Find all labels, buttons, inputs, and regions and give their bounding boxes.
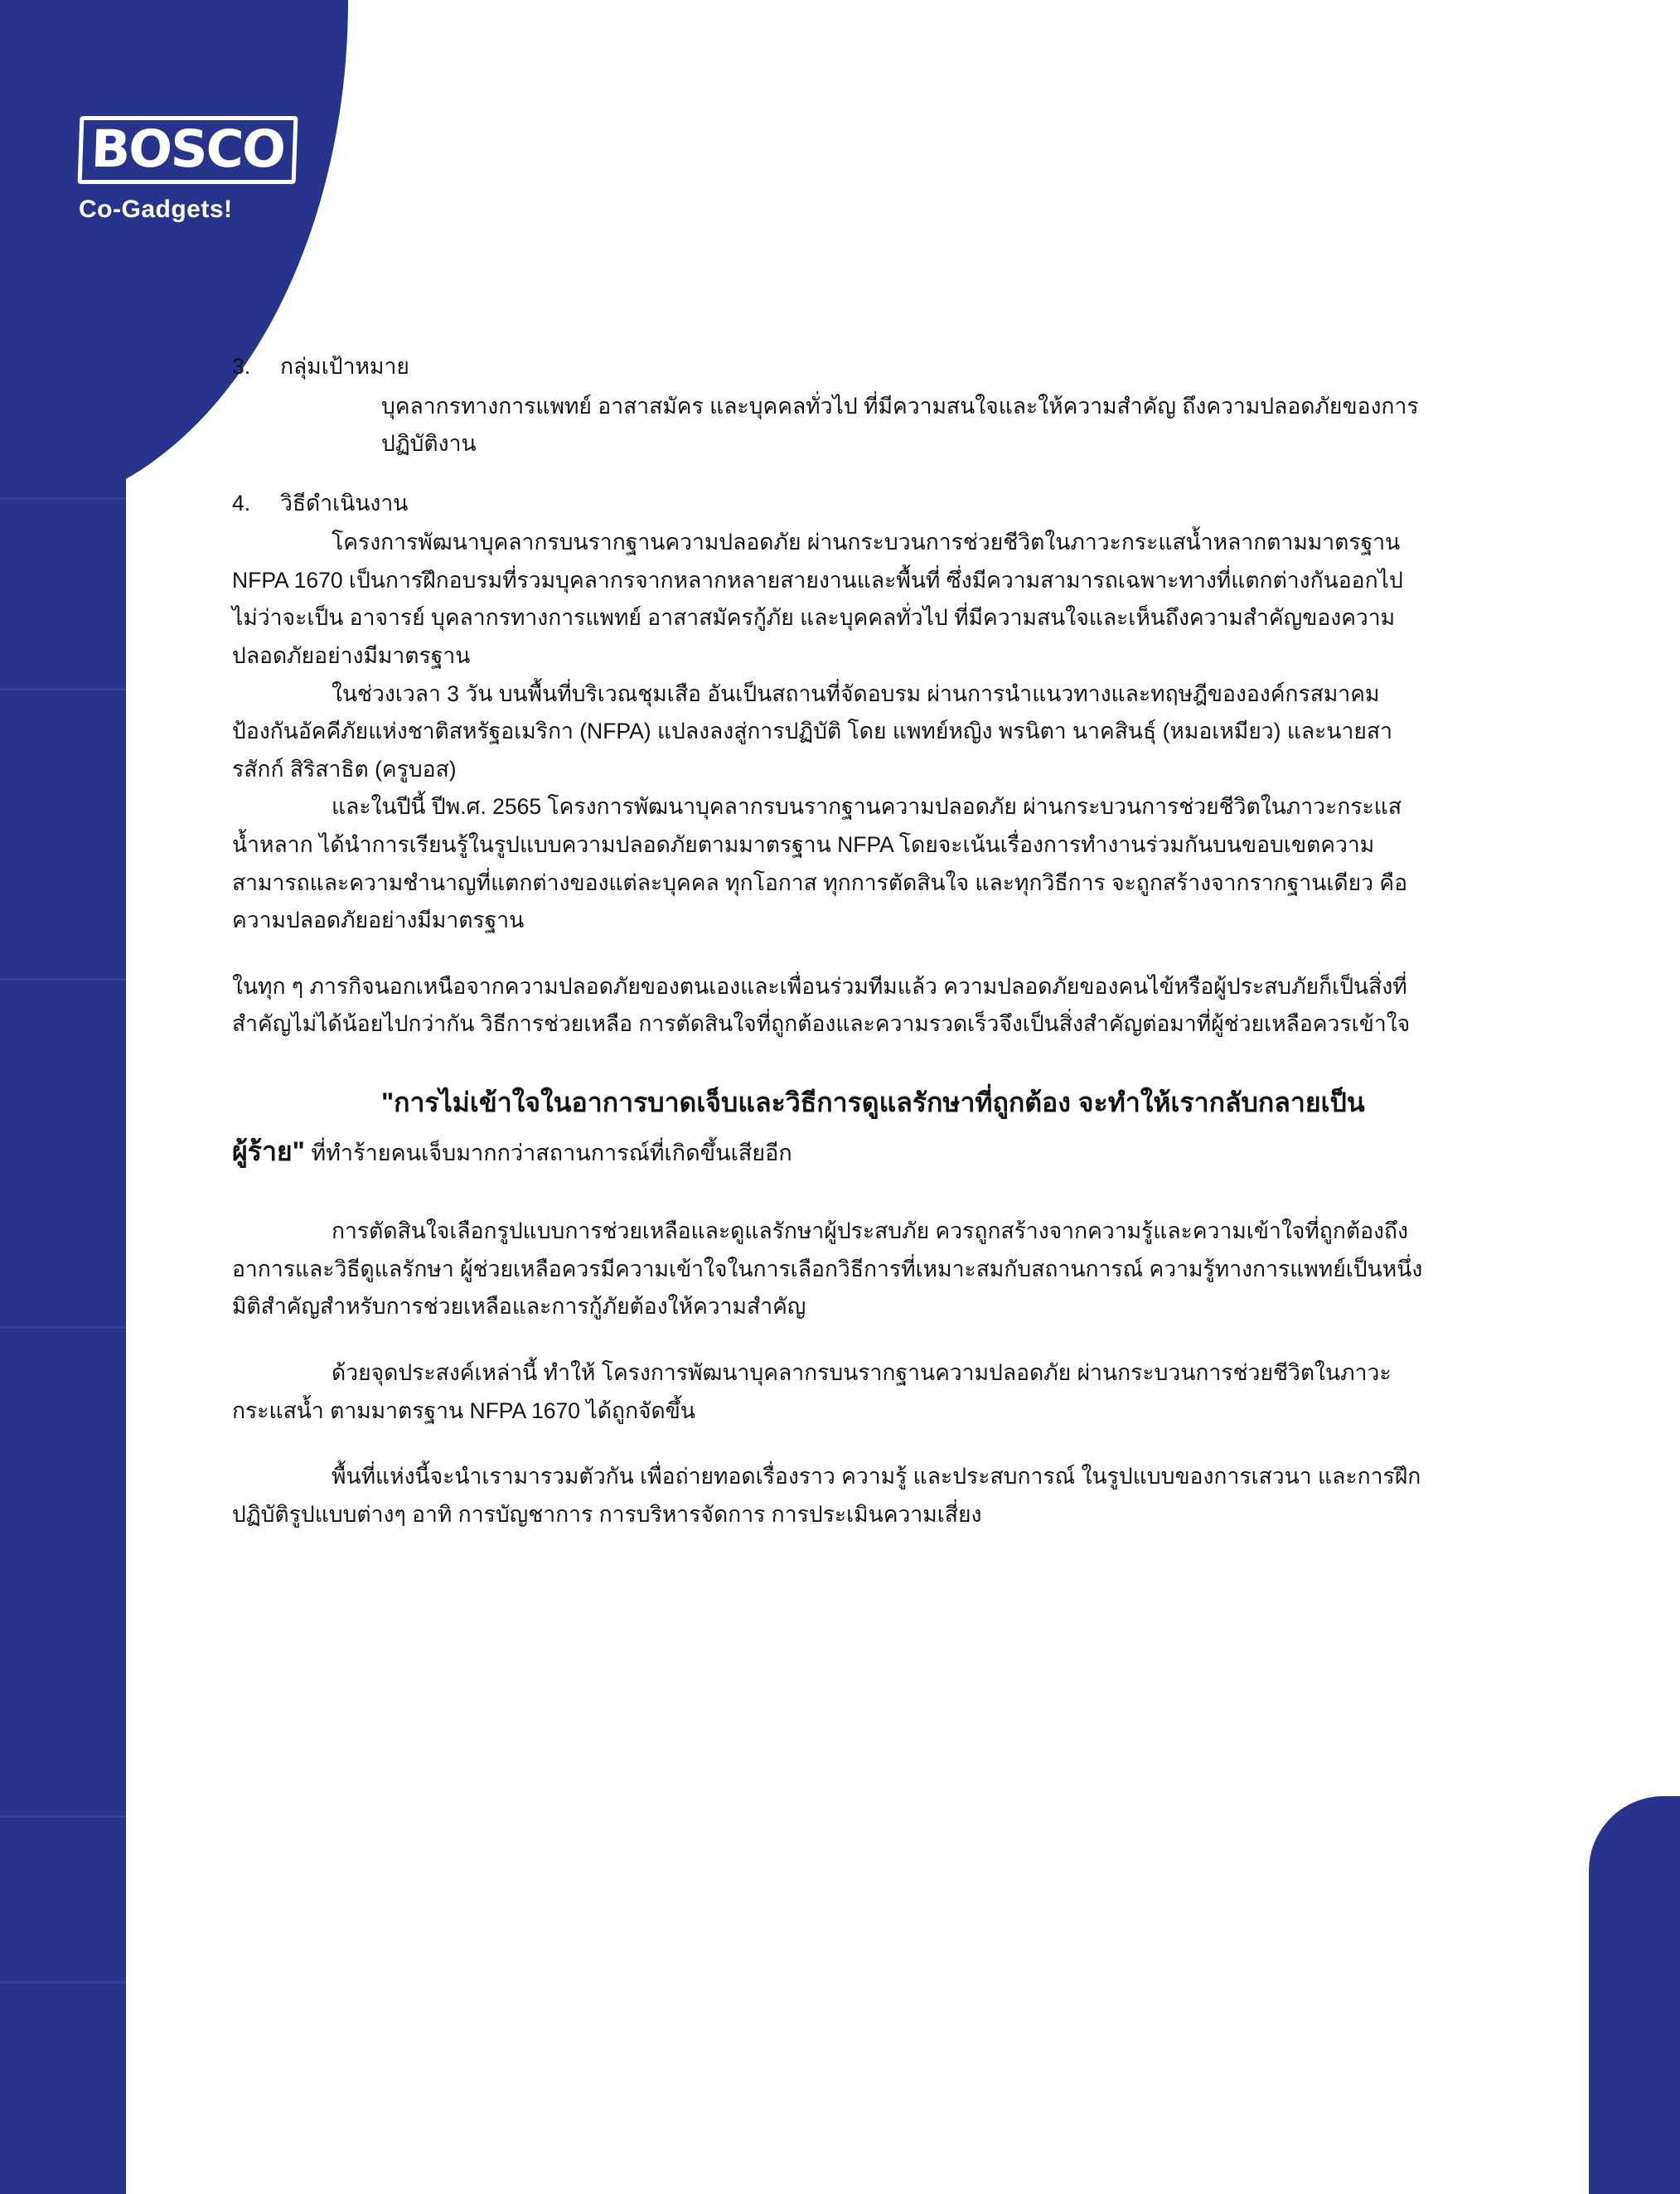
- section-4-paragraph-2: ในช่วงเวลา 3 วัน บนพื้นที่บริเวณชุมเสือ อันเป็นสถานที่จัดอบรม ผ่านการนำแนวทางและทฤษฎีขององค์กรสมาคมป้องกันอัคคีภัยแห่งชาติสหรัฐอเมริกา (NFPA) แปลงลงสู่การปฏิบัติ โดย แพทย์หญิง พรนิตา นาคสินธุ์ (หมอเหมียว) และนายสารสักก์ สิริสาธิต (ครูบอส): [232, 680, 1392, 782]
- quote-bold-text: "การไม่เข้าใจในอาการบาดเจ็บและวิธีการดูแลรักษาที่ถูกต้อง จะทำให้เรากลับกลายเป็นผู้ร้าย": [232, 1087, 1365, 1167]
- section-3-number: 3.: [232, 354, 251, 379]
- section-4-paragraph-1: โครงการพัฒนาบุคลากรบนรากฐานความปลอดภัย ผ่านกระบวนการช่วยชีวิตในภาวะกระแสน้ำหลากตามมาตรฐาน NFPA 1670 เป็นการฝึกอบรมที่รวมบุคลากรจากหลากหลายสายงานและพื้นที่ ซึ่งมีความสามารถเฉพาะทางที่แตกต่างกันออกไป ไม่ว่าจะเป็น อาจารย์ บุคลากรทางการแพทย์ อาสาสมัครกู้ภัย และบุคคลทั่วไป ที่มีความสนใจและเห็นถึงความสำคัญของความปลอดภัยอย่างมีมาตรฐาน: [232, 530, 1403, 669]
- section-4-number: 4.: [232, 490, 251, 516]
- section-3-heading: กลุ่มเป้าหมาย: [280, 354, 409, 379]
- left-blue-strip: [0, 0, 126, 2194]
- section-3-heading-row: [232, 348, 1426, 386]
- section-4-paragraph-7: พื้นที่แห่งนี้จะนำเรามารวมตัวกัน เพื่อถ่ายทอดเรื่องราว ความรู้ และประสบการณ์ ในรูปแบบของการเสวนา และการฝึกปฏิบัติรูปแบบต่างๆ อาทิ การบัญชาการ การบริหารจัดการ การประเมินความเสี่ยง: [232, 1464, 1421, 1527]
- section-3-paragraph-1: บุคลากรทางการแพทย์ อาสาสมัคร และบุคคลทั่วไป ที่มีความสนใจและให้ความสำคัญ ถึงความปลอดภัยของการปฏิบัติงาน: [381, 393, 1419, 457]
- brand-logo: [79, 116, 297, 224]
- section-4-paragraph-5: การตัดสินใจเลือกรูปแบบการช่วยเหลือและดูแลรักษาผู้ประสบภัย ควรถูกสร้างจากความรู้และความเข้าใจที่ถูกต้องถึงอาการและวิธีดูแลรักษา ผู้ช่วยเหลือควรมีความเข้าใจในการเลือกวิธีการที่เหมาะสมกับสถานการณ์ ความรู้ทางการแพทย์เป็นหนึ่งมิติสำคัญสำหรับการช่วยเหลือและการกู้ภัยต้องให้ความสำคัญ: [232, 1218, 1423, 1320]
- logo-tagline: Co-Gadgets!: [79, 196, 233, 223]
- section-4-paragraph-4: ในทุก ๆ ภารกิจนอกเหนือจากความปลอดภัยของตนเองและเพื่อนร่วมทีมแล้ว ความปลอดภัยของคนไข้หรือผู้ประสบภัยก็เป็นสิ่งที่สำคัญไม่ได้น้อยไปกว่ากัน วิธีการช่วยเหลือ การตัดสินใจที่ถูกต้องและความรวดเร็วจึงเป็นสิ่งสำคัญต่อมาที่ผู้ช่วยเหลือควรเข้าใจ: [232, 973, 1411, 1037]
- logo-wordmark: BOSCO: [78, 116, 298, 184]
- document-content: [232, 348, 1426, 1533]
- decorative-bottom-right-block: [1589, 1796, 1680, 2194]
- section-4-paragraph-3: และในปีนี้ ปีพ.ศ. 2565 โครงการพัฒนาบุคลากรบนรากฐานความปลอดภัย ผ่านกระบวนการช่วยชีวิตในภาวะกระแสน้ำหลาก ได้นำการเรียนรู้ในรูปแบบความปลอดภัยตามมาตรฐาน NFPA โดยจะเน้นเรื่องการทำงานร่วมกันบนขอบเขตความสามารถและความชำนาญที่แตกต่างของแต่ละบุคคล ทุกโอกาส ทุกการตัดสินใจ และทุกวิธีการ จะถูกสร้างจากรากฐานเดียว คือ ความปลอดภัยอย่างมีมาตรฐาน: [232, 794, 1408, 933]
- highlight-quote: [232, 1078, 1426, 1176]
- section-4-paragraph-6: ด้วยจุดประสงค์เหล่านี้ ทำให้ โครงการพัฒนาบุคลากรบนรากฐานความปลอดภัย ผ่านกระบวนการช่วยชีวิตในภาวะกระแสน้ำ ตามมาตรฐาน NFPA 1670 ได้ถูกจัดขึ้น: [232, 1359, 1392, 1423]
- section-4-heading-row: [232, 485, 1426, 523]
- section-4-heading: วิธีดำเนินงาน: [280, 490, 409, 516]
- quote-trailing-text: ที่ทำร้ายคนเจ็บมากกว่าสถานการณ์ที่เกิดขึ้นเสียอีก: [304, 1141, 792, 1166]
